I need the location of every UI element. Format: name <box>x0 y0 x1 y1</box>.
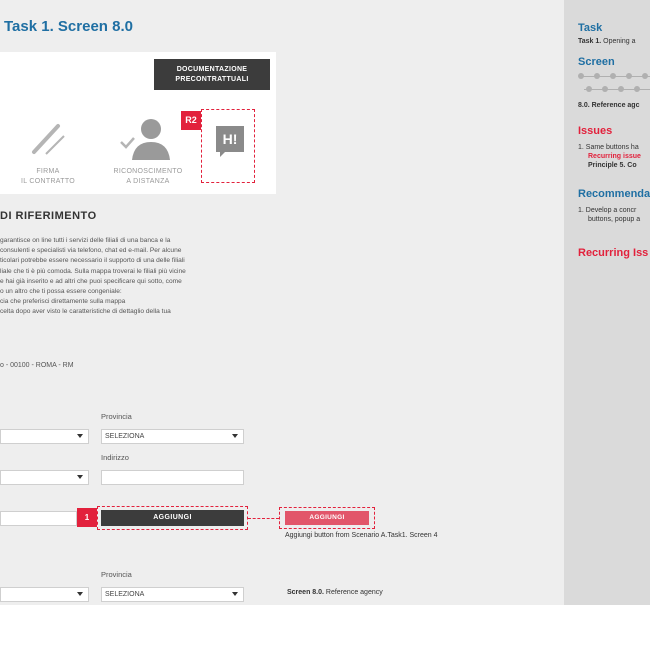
recurring-issues-heading: Recurring Iss <box>578 247 649 259</box>
paragraph-line: ticolari potrebbe essere necessario il supporto di una delle filiali <box>0 257 185 265</box>
progress-dot <box>586 86 592 92</box>
issue-1-recurring: Recurring issue <box>588 153 641 160</box>
progress-dot <box>610 73 616 79</box>
chevron-down-icon <box>232 592 238 596</box>
provincia-select-2-value: SELEZIONA <box>105 591 145 598</box>
chevron-down-icon <box>77 592 83 596</box>
search-input[interactable] <box>0 511 77 526</box>
firma-line-1: FIRMA <box>36 168 60 175</box>
paragraph-line: celta dopo aver visto le caratteristiche di dettaglio della tua <box>0 308 171 316</box>
user-icon <box>118 116 176 162</box>
pen-icon <box>28 118 70 160</box>
progress-dot <box>642 73 648 79</box>
riconoscimento-line-1: RICONOSCIMENTO <box>113 168 183 175</box>
reference-caption: Aggiungi button from Scenario A.Task1. Screen 4 <box>285 532 438 539</box>
r2-badge: R2 <box>181 111 201 130</box>
chevron-down-icon <box>77 475 83 479</box>
paragraph-line: garantisce on line tutti i servizi delle filiali di una banca e la <box>0 237 171 244</box>
screen-heading: Screen <box>578 56 615 68</box>
description-paragraph <box>0 236 245 318</box>
task-text-bold: Task 1. <box>578 38 602 45</box>
doc-button-line-2: PRECONTRATTUALI <box>175 76 249 83</box>
issue-1-principle: Principle 5. Co <box>588 162 637 169</box>
aggiungi-button[interactable]: AGGIUNGI <box>101 510 244 526</box>
aggiungi-highlight-box <box>97 506 248 530</box>
provincia-select[interactable] <box>101 429 244 444</box>
progress-dot <box>634 86 640 92</box>
task-heading: Task <box>578 22 603 34</box>
cap-select[interactable] <box>0 470 89 485</box>
reference-aggiungi-button[interactable]: AGGIUNGI <box>285 511 369 525</box>
recommendations-heading: Recommenda <box>578 188 650 200</box>
progress-dot <box>618 86 624 92</box>
issue-badge-1: 1 <box>77 508 97 527</box>
indirizzo-input[interactable] <box>101 470 244 485</box>
indirizzo-label: Indirizzo <box>101 453 129 462</box>
progress-dot <box>626 73 632 79</box>
chevron-down-icon <box>232 434 238 438</box>
progress-dot <box>594 73 600 79</box>
page-title: Task 1. Screen 8.0 <box>4 18 133 35</box>
comune-select-2[interactable] <box>0 587 89 602</box>
firma-line-2: IL CONTRATTO <box>20 178 76 185</box>
progress-dot <box>602 86 608 92</box>
progress-dot <box>578 73 584 79</box>
screen-text: 8.0. Reference agc <box>578 102 640 109</box>
paragraph-line: liale che ti è più comoda. Sulla mappa troverai le filiali più vicine <box>0 267 186 275</box>
provincia-select-value: SELEZIONA <box>105 433 145 440</box>
documentazione-button[interactable] <box>154 59 270 90</box>
screen-caption-bold: Screen 8.0. <box>287 589 324 596</box>
riconoscimento-label <box>108 167 188 187</box>
issues-heading: Issues <box>578 125 613 137</box>
annotation-side-panel <box>564 0 650 605</box>
screen-caption <box>287 589 383 596</box>
address-text: o - 00100 - ROMA - RM <box>0 362 74 369</box>
paragraph-line: e hai già inserito e ad altri che puoi specificare qui sotto, come <box>0 277 182 285</box>
paragraph-line: o un altro che ti possa essere congeniale: <box>0 288 122 296</box>
connector-line <box>248 518 279 519</box>
doc-button-line-1: DOCUMENTAZIONE <box>176 66 248 73</box>
recommendation-1-line-2: buttons, popup a <box>588 216 641 223</box>
help-chat-icon[interactable]: H! <box>216 126 244 152</box>
task-text <box>578 37 635 46</box>
chevron-down-icon <box>77 434 83 438</box>
provincia-select-2[interactable] <box>101 587 244 602</box>
provincia-label: Provincia <box>101 412 132 421</box>
help-highlight-box <box>201 109 255 183</box>
paragraph-line: cia che preferisci direttamente sulla mappa <box>0 298 126 306</box>
riconoscimento-line-2: A DISTANZA <box>126 178 170 185</box>
screen-caption-rest: Reference agency <box>323 589 383 596</box>
comune-select[interactable] <box>0 429 89 444</box>
section-heading: DI RIFERIMENTO <box>0 210 97 222</box>
task-text-rest: Opening a <box>601 38 636 45</box>
firma-label <box>8 167 88 187</box>
issue-1-text: 1. Same buttons ha <box>578 144 639 151</box>
recommendation-1-line-1: 1. Develop a concr <box>578 207 637 214</box>
chat-bubble-tail <box>220 151 226 157</box>
mockup-card <box>0 52 276 194</box>
progress-line <box>584 89 650 90</box>
provincia-label-2: Provincia <box>101 570 132 579</box>
paragraph-line: consulenti e specialisti via telefono, chat ed e-mail. Per alcune <box>0 247 182 255</box>
reference-highlight-box <box>279 507 375 529</box>
